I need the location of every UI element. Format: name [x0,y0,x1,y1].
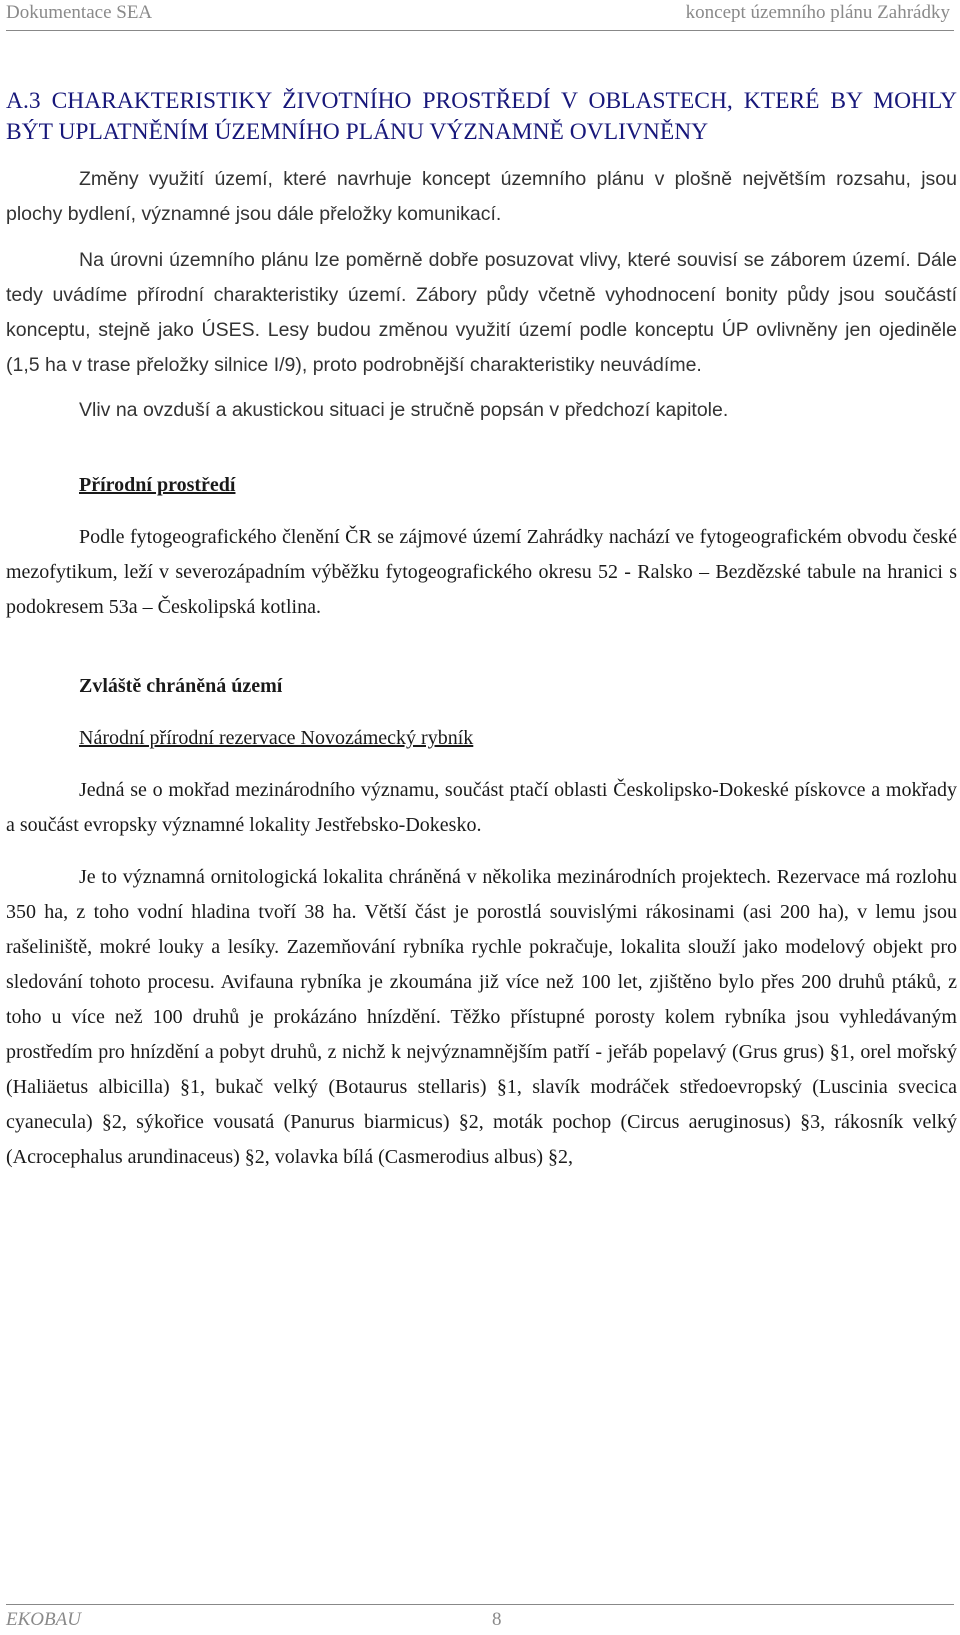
page-header [6,0,954,31]
footer-company: EKOBAU [6,1609,81,1630]
header-project-title: koncept územního plánu Zahrádky [685,2,950,23]
page-content [6,86,957,1175]
header-document-title: Dokumentace SEA [6,2,153,23]
page-number: 8 [492,1609,502,1630]
reserve-paragraph-2: Je to významná ornitologická lokalita chráněná v několika mezinárodních projektech. Rezervace má rozlohu 350 ha, z toho vodní hladina tvoří 38 ha. Větší část je porostlá souvislými rákosinami (asi 200 ha), v lemu jsou rašeliniště, mokré louky a lesíky. Zazemňování rybníka rychle pokračuje, lokalita slouží jako modelový objekt pro sledování tohoto procesu. Avifauna rybníka je zkoumána již více než 100 let, zjištěno bylo přes 200 druhů ptáků, z toho u více než 100 druhů je prokázáno hnízdění. Těžko přístupné porosty kolem rybníka jsou vyhledávaným prostředím pro hnízdění a pobyt druhů, z nichž k nejvýznamnějším patří - jeřáb popelavý (Grus grus) §1, orel mořský (Haliäetus albicilla) §1, bukač velký (Botaurus stellaris) §1, slavík modráček středoevropský (Luscinia svecica cyanecula) §2, sýkořice vousatá (Panurus biarmicus) §2, moták pochop (Circus aeruginosus) §3, rákosník velký (Acrocephalus arundinaceus) §2, volavka bílá (Casmerodius albus) §2, [6,866,957,1168]
intro-paragraph-3: Vliv na ovzduší a akustickou situaci je stručně popsán v předchozí kapitole. [79,399,729,421]
page-footer [6,1604,954,1635]
natural-environment-text: Podle fytogeografického členění ČR se zájmové území Zahrádky nachází ve fytogeografickém obvodu české mezofytikum, leží v severozápadním výběžku fytogeografického okresu 52 - Ralsko – Bezdězské tabule na hranici s podokresem 53a – Českolipská kotlina. [6,526,957,618]
intro-section [6,162,957,428]
intro-paragraph-1: Změny využití území, které navrhuje koncept územního plánu v plošně největším rozsahu, jsou plochy bydlení, významné jsou dále přeložky komunikací. [6,168,957,225]
reserve-subheading: Národní přírodní rezervace Novozámecký rybník [79,727,474,749]
intro-paragraph-2: Na úrovni územního plánu lze poměrně dobře posuzovat vlivy, které souvisí se záborem území. Dále tedy uvádíme přírodní charakteristiky území. Zábory půdy včetně vyhodnocení bonity půdy jsou součástí konceptu, stejně jako ÚSES. Lesy budou změnou využití území podle konceptu ÚP ovlivněny jen ojediněle (1,5 ha v trase přeložky silnice I/9), proto podrobnější charakteristiky neuvádíme. [6,249,957,376]
section-title: A.3 CHARAKTERISTIKY ŽIVOTNÍHO PROSTŘEDÍ V OBLASTECH, KTERÉ BY MOHLY BÝT UPLATNĚNÍM ÚZEMNÍHO PLÁNU VÝZNAMNĚ OVLIVNĚNY [6,88,957,145]
protected-areas-heading: Zvláště chráněná území [79,675,283,697]
reserve-paragraph-1: Jedná se o mokřad mezinárodního významu, součást ptačí oblasti Českolipsko-Dokeské pískovce a mokřady a součást evropsky významné lokality Jestřebsko-Dokesko. [6,779,957,836]
natural-environment-heading: Přírodní prostředí [79,474,236,496]
